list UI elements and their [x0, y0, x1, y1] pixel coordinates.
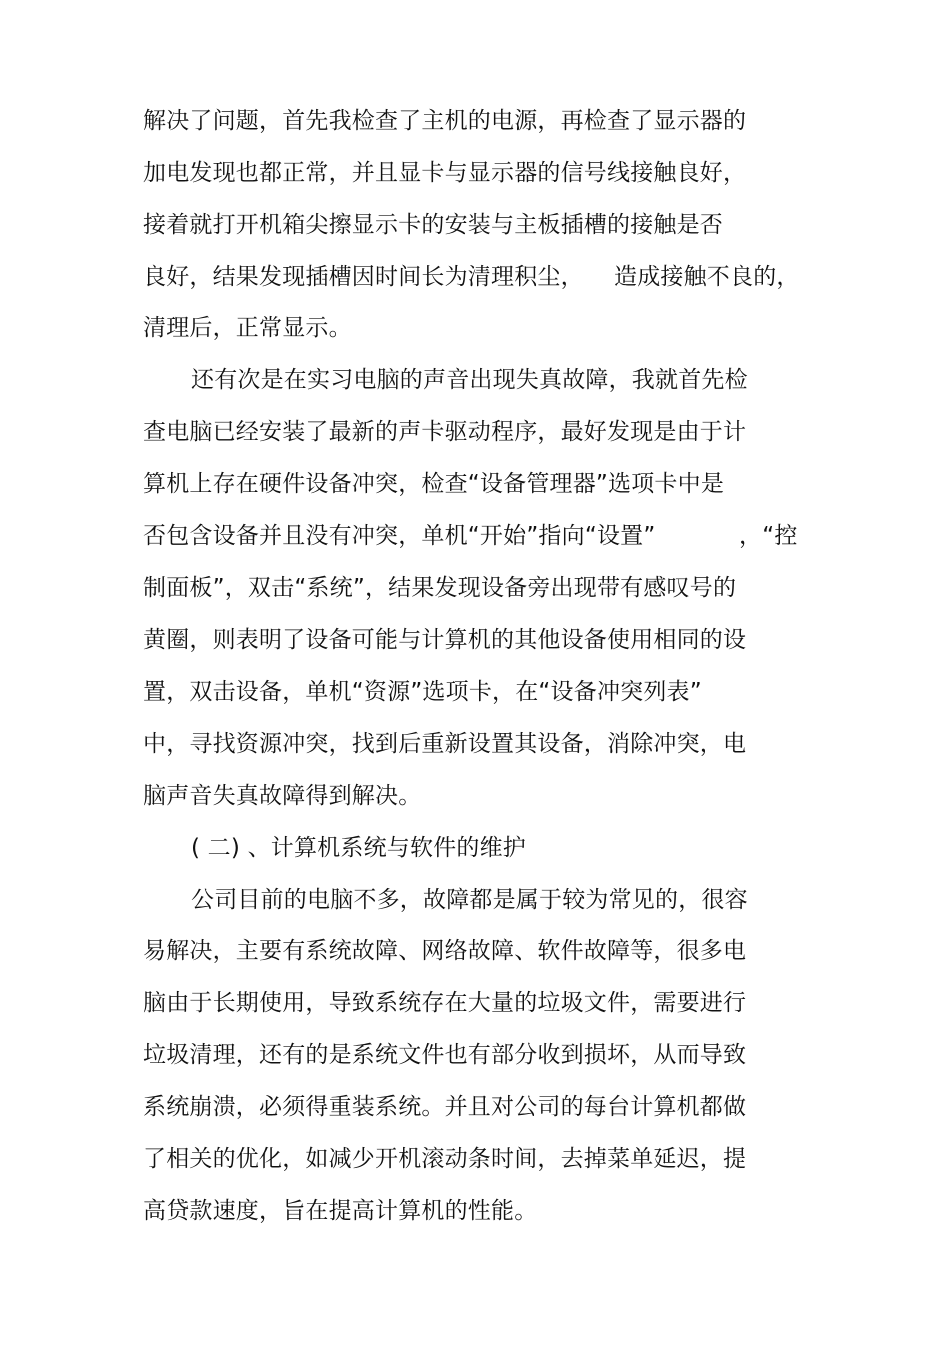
- text-segment: 高贷款速度，旨在提高计算机的性能。: [143, 1198, 538, 1224]
- text-segment: 黄圈，则表明了设备可能与计算机的其他设备使用相同的设: [143, 627, 747, 653]
- text-segment: 了相关的优化，如减少开机滚动条时间，去掉菜单延迟，提: [143, 1146, 747, 1172]
- text-segment: 垃圾清理，还有的是系统文件也有部分收到损坏，从而导致: [143, 1042, 747, 1068]
- text-segment: 查电脑已经安装了最新的声卡驱动程序，最好发现是由于计: [143, 419, 747, 445]
- text-segment: ，“控: [739, 523, 798, 549]
- text-segment: 良好，结果发现插槽因时间长为清理积尘，: [143, 264, 584, 290]
- text-segment: 置，双击设备，单机“资源”选项卡，在“设备冲突列表”: [143, 679, 702, 705]
- text-segment: 脑由于长期使用，导致系统存在大量的垃圾文件，需要进行: [143, 990, 747, 1016]
- text-segment: 算机上存在硬件设备冲突，检查“设备管理器”选项卡中是: [143, 471, 725, 497]
- text-segment: 制面板”，双击“系统”，结果发现设备旁出现带有感叹号的: [143, 575, 737, 601]
- text-segment: 清理后，正常显示。: [143, 315, 352, 341]
- text-segment: 系统崩溃，必须得重装系统。并且对公司的每台计算机都做: [143, 1094, 747, 1120]
- text-segment: ( 二) 、计算机系统与软件的维护: [191, 835, 526, 861]
- text-segment: 公司目前的电脑不多，故障都是属于较为常见的，很容: [191, 887, 748, 913]
- text-segment: 接着就打开机箱尖擦显示卡的安装与主板插槽的接触是否: [143, 212, 723, 238]
- text-segment: 加电发现也都正常，并且显卡与显示器的信号线接触良好，: [143, 160, 747, 186]
- text-segment: 还有次是在实习电脑的声音出现失真故障，我就首先检: [191, 367, 748, 393]
- text-segment: 否包含设备并且没有冲突，单机“开始”指向“设置”: [143, 523, 656, 549]
- text-segment: 易解决，主要有系统故障、网络故障、软件故障等，很多电: [143, 938, 747, 964]
- text-segment: 造成接触不良的，: [614, 264, 800, 290]
- text-segment: 解决了问题，首先我检查了主机的电源，再检查了显示器的: [143, 108, 747, 134]
- text-segment: 中，寻找资源冲突，找到后重新设置其设备，消除冲突，电: [143, 731, 747, 757]
- text-segment: 脑声音失真故障得到解决。: [143, 783, 422, 809]
